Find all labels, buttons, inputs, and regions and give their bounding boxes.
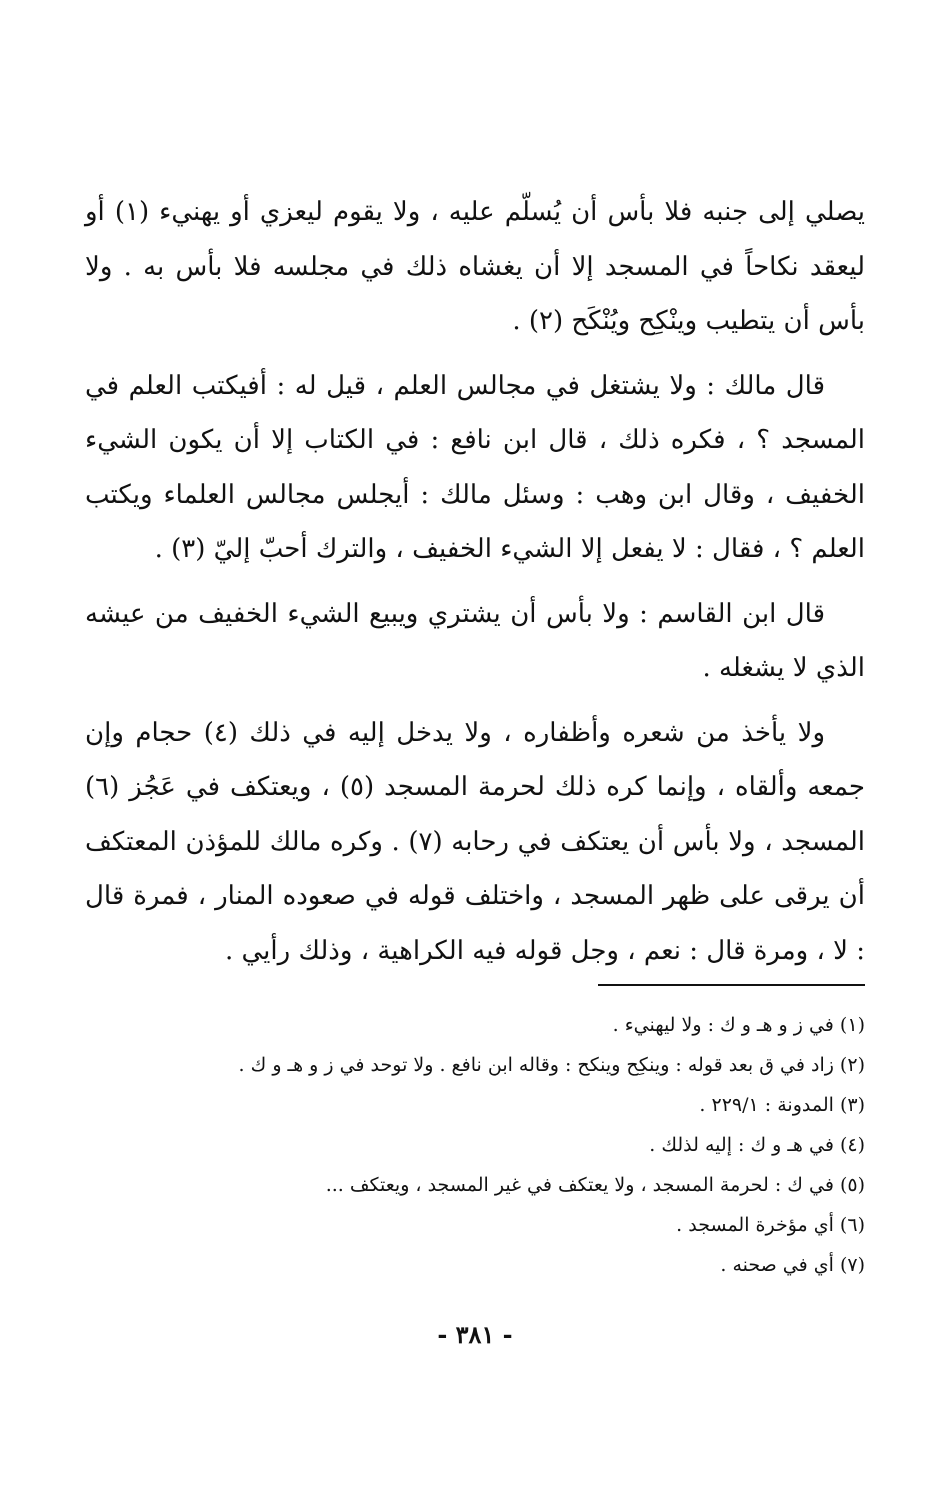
paragraph-1: يصلي إلى جنبه فلا بأس أن يُسلّم عليه ، ولا يقوم ليعزي أو يهنيء (١) أو ليعقد نكاحاً في المسجد إلا أن يغشاه ذلك في مجلسه فلا بأس به . ولا بأس أن يتطيب وينْكِح ويُنْكَح (٢) . (85, 197, 866, 336)
footnote-5: (٥) في ك : لحرمة المسجد ، ولا يعتكف في غير المسجد ، ويعتكف ... (325, 1174, 865, 1196)
main-text (85, 185, 865, 988)
page-number: - ٣٨١ - (437, 1320, 513, 1349)
footnotes (85, 1005, 865, 1285)
paragraph-2: قال مالك : ولا يشتغل في مجالس العلم ، قيل له : أفيكتب العلم في المسجد ؟ ، فكره ذلك ، قال ابن نافع : في الكتاب إلا أن يكون الشيء الخفيف ، وقال ابن وهب : وسئل مالك : أيجلس مجالس العلماء ويكتب العلم ؟ ، فقال : لا يفعل إلا الشيء الخفيف ، والترك أحبّ إليّ (٣) . (85, 370, 865, 564)
paragraph-4: ولا يأخذ من شعره وأظفاره ، ولا يدخل إليه في ذلك (٤) حجام وإن جمعه وألقاه ، وإنما كره ذلك لحرمة المسجد (٥) ، ويعتكف في عَجُز (٦) المسجد ، ولا بأس أن يعتكف في رحابه (٧) . وكره مالك للمؤذن المعتكف أن يرقى على ظهر المسجد ، واختلف قوله في صعوده المنار ، فمرة قال : لا ، ومرة قال : نعم ، وجل قوله فيه الكراهية ، وذلك رأيي . (85, 717, 865, 966)
footnote-4: (٤) في هـ و ك : إليه لذلك . (649, 1134, 865, 1156)
footnote-1: (١) في ز و هـ و ك : ولا ليهنيء . (612, 1014, 865, 1036)
paragraph-3: قال ابن القاسم : ولا بأس أن يشتري ويبيع الشيء الخفيف من عيشه الذي لا يشغله . (85, 598, 865, 683)
footnote-3: (٣) المدونة : ٢٢٩/١ . (699, 1094, 865, 1116)
footnote-2: (٢) زاد في ق بعد قوله : وينكِح وينكح : وقاله ابن نافع . ولا توحد في ز و هـ و ك . (238, 1054, 865, 1076)
footnote-7: (٧) أي في صحنه . (720, 1254, 865, 1276)
footnote-6: (٦) أي مؤخرة المسجد . (676, 1214, 865, 1236)
footnote-separator (598, 984, 865, 986)
